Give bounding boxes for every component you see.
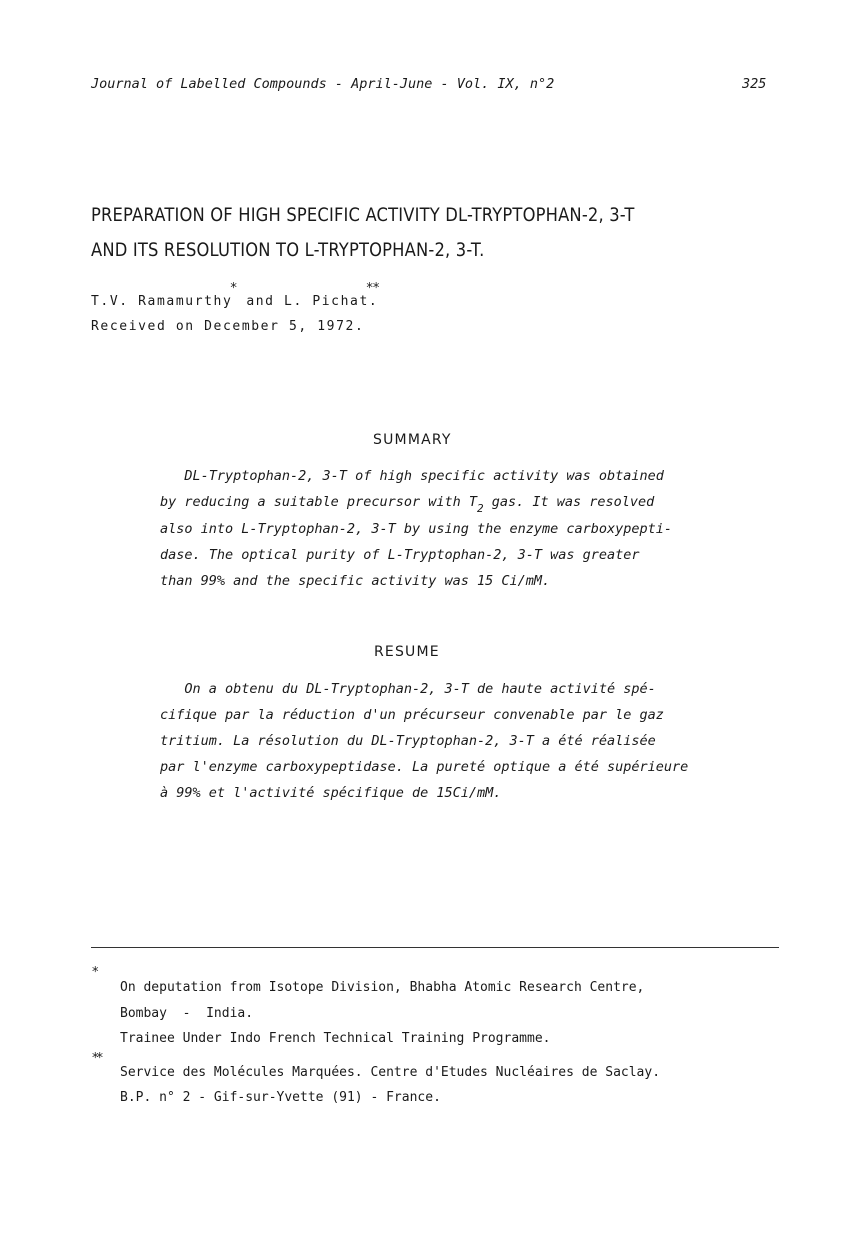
- page-number: 325: [742, 76, 767, 92]
- summary-heading: SUMMARY: [373, 432, 452, 448]
- footnote-gap: [120, 1052, 660, 1060]
- footnote-1-line-3: Trainee Under Indo French Technical Training Programme.: [120, 1031, 551, 1046]
- author-1-name: T.V. Ramamurthy: [91, 294, 233, 309]
- resume-line-4: par l'enzyme carboxypeptidase. La pureté optique a été supérieure: [160, 759, 689, 775]
- author-conjunction: and: [236, 294, 285, 309]
- article-title-line-2: AND ITS RESOLUTION TO L-TRYPTOPHAN-2, 3-T.: [91, 239, 485, 261]
- footnote-1-mark: *: [92, 965, 99, 980]
- resume-heading: RESUME: [374, 644, 440, 660]
- summary-line-1: DL-Tryptophan-2, 3-T of high specific activity was obtained: [160, 468, 664, 484]
- summary-paragraph: [160, 463, 672, 594]
- resume-line-2: cifique par la réduction d'un précurseur convenable par le gaz: [160, 707, 664, 723]
- summary-line-2-tail: gas. It was resolved: [483, 494, 655, 510]
- tritium-subscript: 2: [476, 502, 484, 515]
- footnote-2-mark: **: [92, 1051, 101, 1066]
- footnote-1-line-2: Bombay - India.: [120, 1005, 254, 1021]
- resume-line-3: tritium. La résolution du DL-Tryptophan-2, 3-T a été réalisée: [160, 733, 656, 749]
- resume-line-5: à 99% et l'activité spécifique de 15Ci/mM.: [160, 785, 502, 801]
- author-2-name: L. Pichat.: [284, 294, 379, 309]
- received-date: Received on December 5, 1972.: [91, 319, 365, 334]
- article-title-line-1: PREPARATION OF HIGH SPECIFIC ACTIVITY DL-TRYPTOPHAN-2, 3-T: [91, 204, 635, 226]
- summary-line-2: [160, 489, 672, 516]
- summary-line-2-text: by reducing a suitable precursor with T: [160, 494, 477, 510]
- footnote-divider: [91, 947, 779, 948]
- author-line: [91, 281, 380, 309]
- footnote-2-line-1: Service des Molécules Marquées. Centre d'Etudes Nucléaires de Saclay.: [120, 1064, 661, 1080]
- running-header-journal: Journal of Labelled Compounds - April-June - Vol. IX, n°2: [91, 76, 555, 92]
- footnote-1-line-1: On deputation from Isotope Division, Bhabha Atomic Research Centre,: [120, 980, 645, 995]
- resume-line-1: On a obtenu du DL-Tryptophan-2, 3-T de haute activité spé-: [160, 681, 656, 697]
- footnote-2-line-2: B.P. n° 2 - Gif-sur-Yvette (91) - France.: [120, 1090, 441, 1105]
- author-1-footnote-mark: *: [230, 281, 237, 296]
- author-2-footnote-mark: **: [366, 281, 380, 296]
- footnotes: [120, 975, 660, 1111]
- summary-line-3: also into L-Tryptophan-2, 3-T by using the enzyme carboxypepti-: [160, 521, 673, 537]
- summary-line-4: dase. The optical purity of L-Tryptophan-2, 3-T was greater: [160, 547, 640, 563]
- resume-paragraph: [160, 676, 688, 806]
- summary-line-5: than 99% and the specific activity was 15 Ci/mM.: [160, 573, 551, 589]
